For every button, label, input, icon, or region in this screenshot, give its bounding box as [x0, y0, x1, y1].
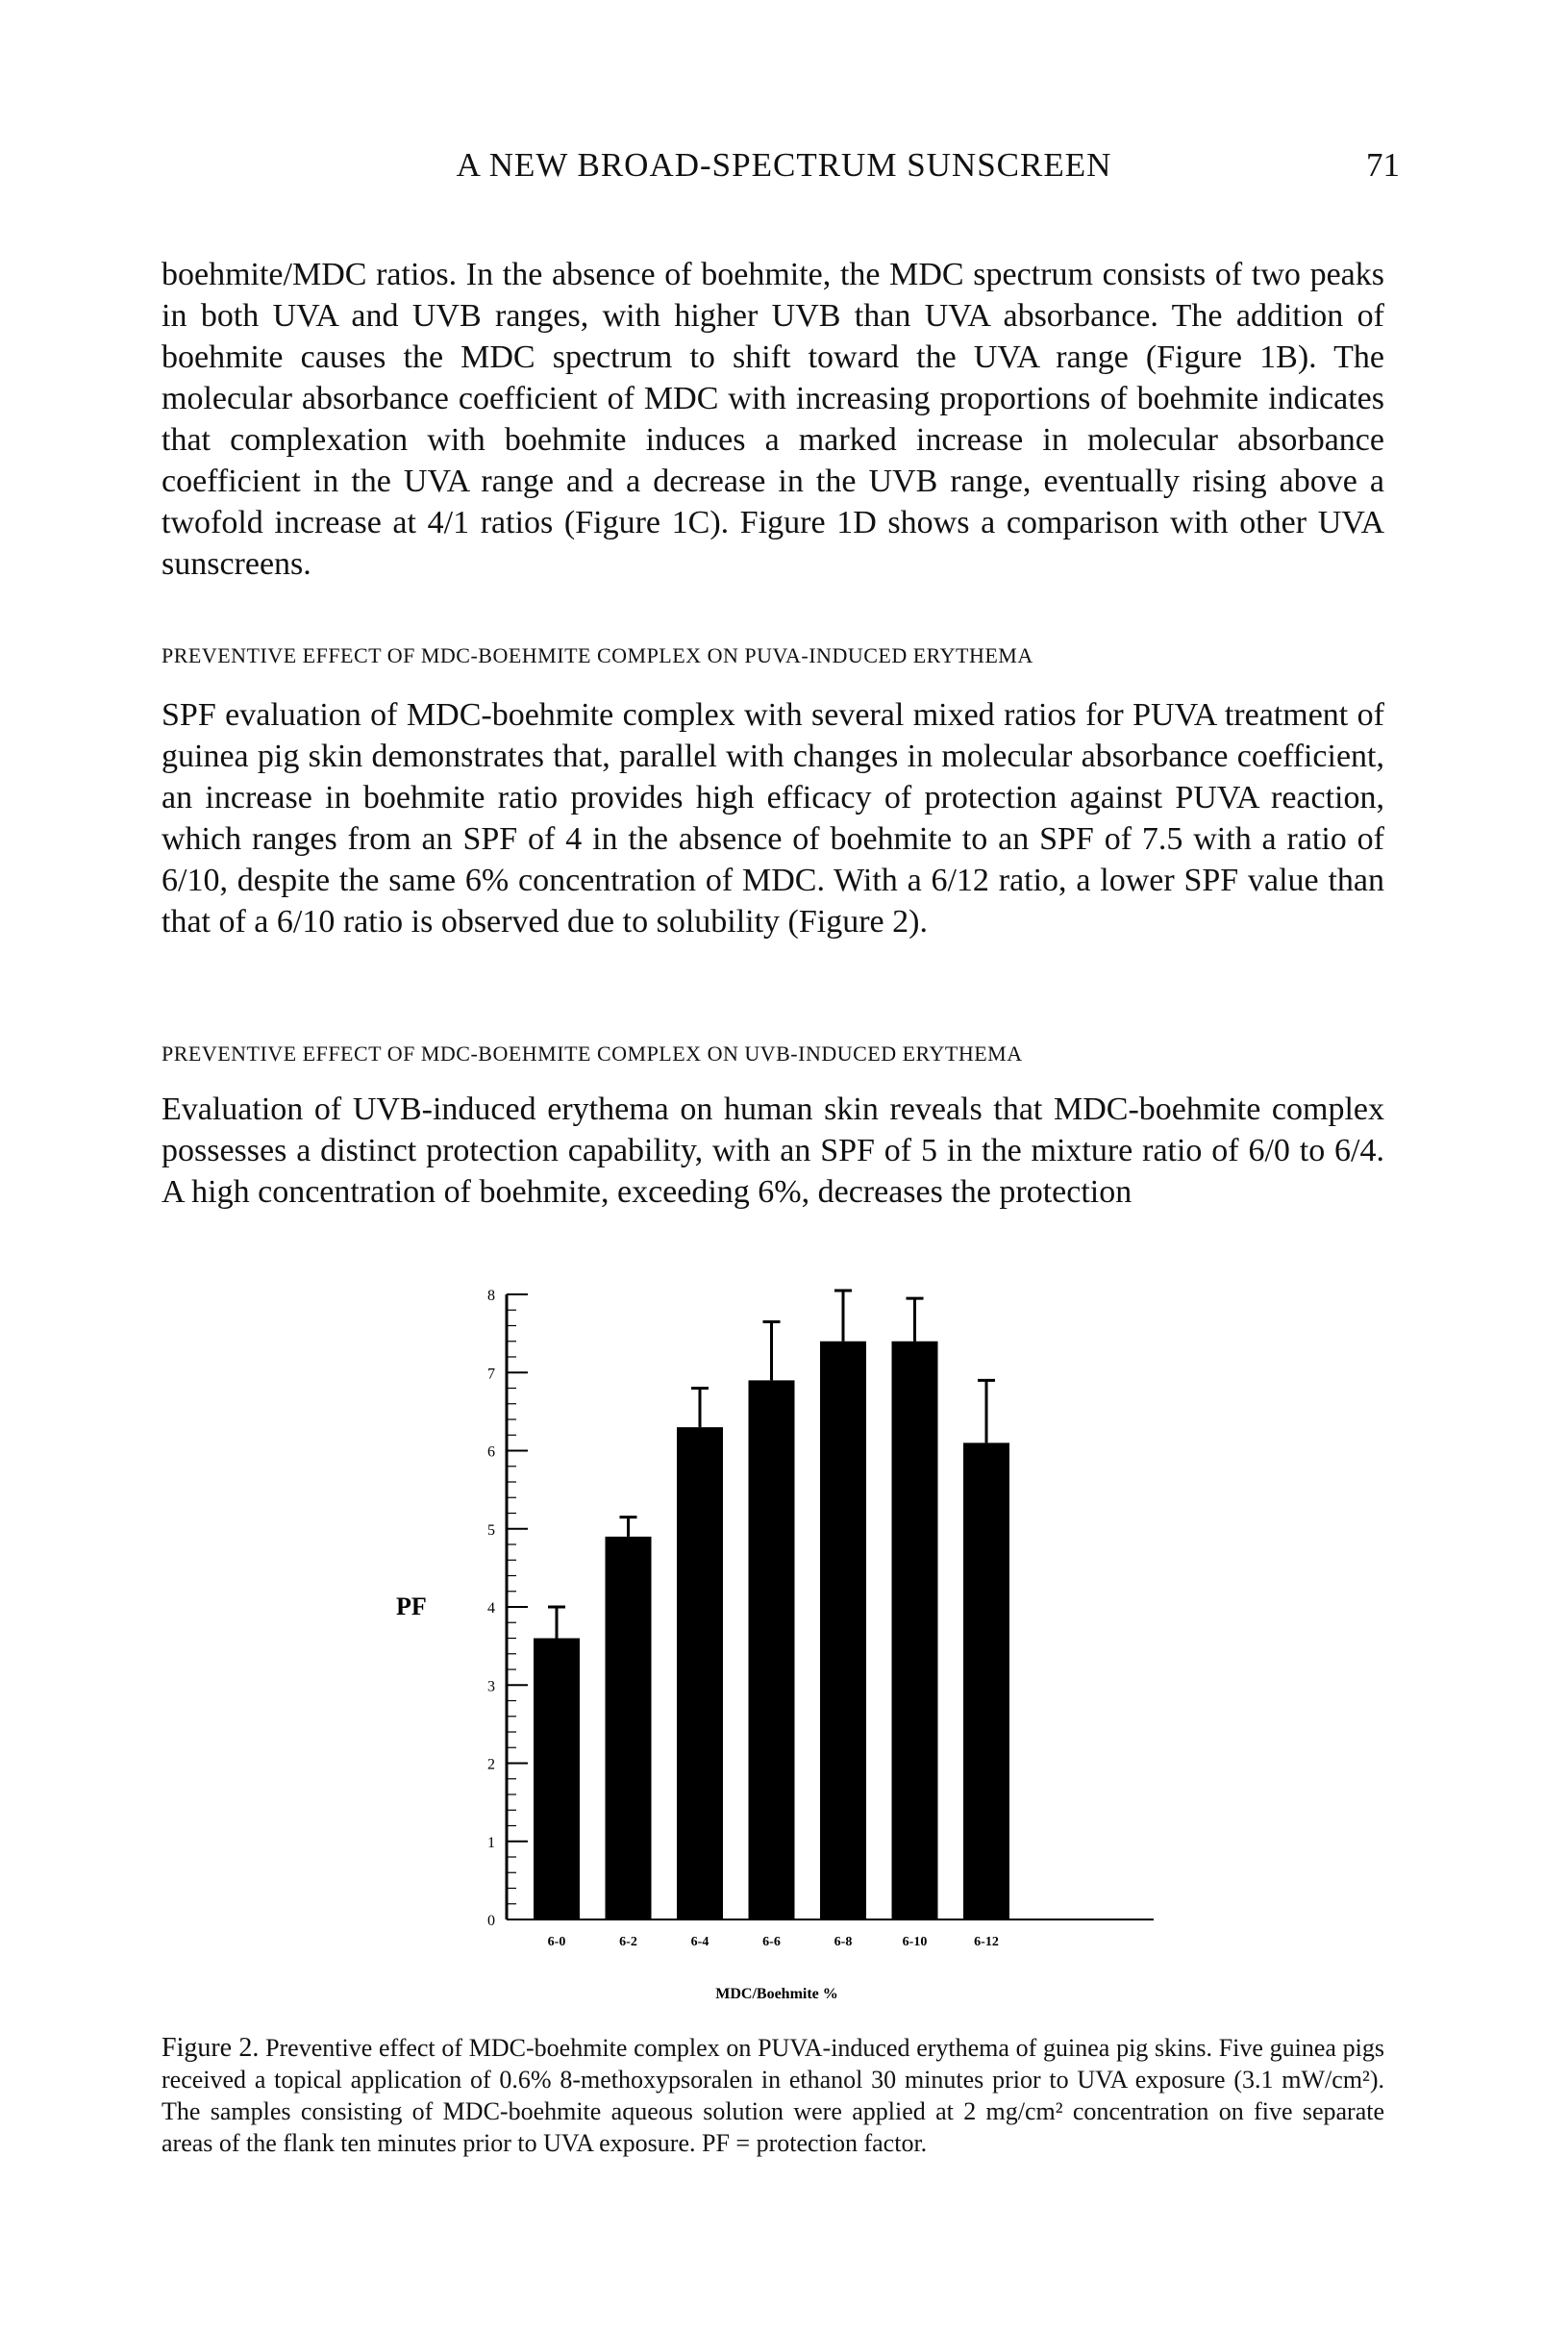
x-tick-label: 6-10: [902, 1935, 928, 1949]
y-tick-label: 7: [487, 1366, 495, 1383]
running-header: [0, 146, 1568, 194]
x-tick-label: 6-4: [690, 1935, 709, 1949]
y-tick-label: 2: [487, 1756, 495, 1773]
bar: [892, 1342, 938, 1919]
running-title: A NEW BROAD-SPECTRUM SUNSCREEN: [456, 146, 1112, 184]
bar: [963, 1442, 1009, 1919]
bar: [820, 1342, 866, 1919]
paragraph-1: boehmite/MDC ratios. In the absence of boehmite, the MDC spectrum consists of two peaks in both UVA and UVB ranges, with higher UVB than UVA absorbance. The addition of boehmite causes the MDC spectrum to shift toward the UVA range (Figure 1B). The molecular absorbance coefficient of MDC with increasing proportions of boehmite indicates that complexation with boehmite induces a marked increase in molecular absorbance coefficient in the UVA range and a decrease in the UVB range, eventually rising above a twofold increase at 4/1 ratios (Figure 1C). Figure 1D shows a comparison with other UVA sunscreens.: [162, 257, 1384, 582]
x-tick-label: 6-2: [619, 1935, 637, 1949]
y-tick-label: 5: [487, 1521, 495, 1539]
x-tick-label: 6-0: [547, 1935, 566, 1949]
x-tick-label: 6-8: [834, 1935, 853, 1949]
section-heading-puva: PREVENTIVE EFFECT OF MDC-BOEHMITE COMPLEX ON PUVA-INDUCED ERYTHEMA: [162, 643, 1033, 667]
caption-text: Preventive effect of MDC-boehmite complex on PUVA-induced erythema of guinea pig skins. Five guinea pigs received a topical application of 0.6% 8-methoxypsoralen in ethanol 30 minutes prior to UVA exposure (3.1 mW/cm²). The samples consisting of MDC-boehmite aqueous solution were applied at 2 mg/cm² concentration on five separate areas of the flank ten minutes prior to UVA exposure. PF = protection factor.: [162, 2034, 1384, 2157]
y-tick-label: 3: [487, 1678, 495, 1695]
page-number: 71: [1366, 146, 1400, 184]
y-tick-label: 6: [487, 1443, 495, 1461]
figure-caption: [162, 2032, 1384, 2159]
bar: [606, 1537, 652, 1919]
figure-2-chart: [365, 1277, 1173, 2008]
paragraph-2: SPF evaluation of MDC-boehmite complex with several mixed ratios for PUVA treatment of guinea pig skin demonstrates that, parallel with changes in molecular absorbance coefficient, an increase in boehmite ratio provides high efficacy of protection against PUVA reaction, which ranges from an SPF of 4 in the absence of boehmite to an SPF of 7.5 with a ratio of 6/10, despite the same 6% concentration of MDC. With a 6/12 ratio, a lower SPF value than that of a 6/10 ratio is observed due to solubility (Figure 2).: [162, 697, 1384, 940]
y-tick-label: 1: [487, 1834, 495, 1851]
x-tick-label: 6-6: [762, 1935, 781, 1949]
y-tick-label: 4: [487, 1600, 495, 1617]
y-axis-label: PF: [396, 1593, 427, 1620]
bar: [677, 1427, 723, 1919]
bar: [534, 1639, 580, 1920]
caption-label: Figure 2.: [162, 2033, 260, 2063]
y-tick-label: 8: [487, 1288, 495, 1304]
x-tick-label: 6-12: [974, 1935, 999, 1949]
section-heading-uvb: PREVENTIVE EFFECT OF MDC-BOEHMITE COMPLEX ON UVB-INDUCED ERYTHEMA: [162, 1041, 1023, 1066]
x-axis-label: MDC/Boehmite %: [715, 1986, 838, 2002]
y-tick-label: 0: [487, 1913, 495, 1929]
bar: [749, 1380, 795, 1919]
paragraph-3: Evaluation of UVB-induced erythema on human skin reveals that MDC-boehmite complex possesses a distinct protection capability, with an SPF of 5 in the mixture ratio of 6/0 to 6/4. A high concentration of boehmite, exceeding 6%, decreases the protection: [162, 1091, 1384, 1210]
